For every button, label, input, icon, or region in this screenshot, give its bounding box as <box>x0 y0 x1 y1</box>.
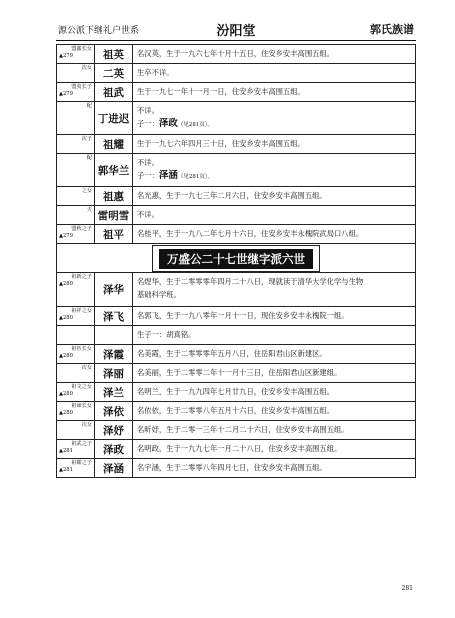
table-row <box>57 102 416 135</box>
person-description <box>133 187 416 206</box>
relation-ref: ▲280 <box>59 315 73 321</box>
person-name: 雷明雪 <box>95 206 133 225</box>
child-line <box>137 117 411 132</box>
relation-ref: ▲279 <box>59 53 73 59</box>
relation-cell <box>57 326 95 345</box>
person-description <box>133 45 416 64</box>
person-name: 泽华 <box>95 273 133 307</box>
person-description <box>133 273 416 307</box>
person-name: 祖英 <box>95 45 133 64</box>
relation-cell <box>57 187 95 206</box>
table-row <box>57 383 416 402</box>
page-header <box>56 18 416 40</box>
relation-label: 祖新之子 <box>71 274 92 280</box>
person-description <box>133 440 416 459</box>
relation-cell <box>57 345 95 364</box>
relation-ref: ▲279 <box>59 91 73 97</box>
child-prefix: 子一： <box>137 171 159 180</box>
relation-cell <box>57 273 95 307</box>
table-row <box>57 402 416 421</box>
person-name: 泽依 <box>95 402 133 421</box>
relation-cell <box>57 225 95 244</box>
table-row <box>57 307 416 326</box>
relation-cell <box>57 383 95 402</box>
description-line: 名桂平，生于一九八二年七月十六日，住安乡安丰永槐院武局口八组。 <box>137 229 364 238</box>
table-row <box>57 187 416 206</box>
relation-cell <box>57 102 95 135</box>
relation-cell <box>57 364 95 383</box>
relation-label: 次女 <box>81 65 92 71</box>
table-row <box>57 326 416 345</box>
person-name: 泽霞 <box>95 345 133 364</box>
table-row <box>57 364 416 383</box>
table-row <box>57 83 416 102</box>
person-name: 泽丽 <box>95 364 133 383</box>
child-name: 泽涵 <box>158 170 178 181</box>
person-description <box>133 102 416 135</box>
description-line: 名美霞，生于二零零零年五月八日，住岳阳君山区新建区。 <box>137 349 327 358</box>
description-line: 不详。 <box>137 210 159 219</box>
relation-cell <box>57 83 95 102</box>
description-line: 名光惠，生于一九七三年二月六日，住安乡安丰高围五组。 <box>137 191 327 200</box>
relation-label: 盟夷长子 <box>71 84 92 90</box>
description-line: 名明兰，生于一九九四年七月廿九日，住安乡安丰高围五组。 <box>137 387 335 396</box>
genealogy-title: 郭氏族谱 <box>370 23 414 36</box>
person-description <box>133 383 416 402</box>
generation-title: 万盛公二十七世继字派六世 <box>159 249 313 269</box>
person-name: 祖平 <box>95 225 133 244</box>
table-row <box>57 45 416 64</box>
relation-label: 次子 <box>81 136 92 142</box>
person-description <box>133 307 416 326</box>
relation-cell <box>57 459 95 478</box>
person-name: 二英 <box>95 64 133 83</box>
relation-cell <box>57 307 95 326</box>
relation-label: 之女 <box>81 188 92 194</box>
relation-label: 次女 <box>81 365 92 371</box>
page-number: 281 <box>401 585 413 592</box>
child-page-note: （见281页）。 <box>177 174 214 180</box>
header-divider <box>56 40 416 41</box>
relation-ref: ▲281 <box>59 467 73 473</box>
relation-ref: ▲280 <box>59 410 73 416</box>
relation-label: 祖耀之子 <box>71 460 92 466</box>
person-description <box>133 135 416 154</box>
person-description <box>133 225 416 244</box>
description-line: 不详。 <box>137 106 159 115</box>
description-line: 生卒不详。 <box>137 68 174 77</box>
description-line: 名郭飞，生于一九八零年一月十一日，现住安乡安丰永槐院一组。 <box>137 311 349 320</box>
relation-cell <box>57 421 95 440</box>
person-description <box>133 421 416 440</box>
table-row <box>57 459 416 478</box>
relation-cell <box>57 154 95 187</box>
person-name: 泽政 <box>95 440 133 459</box>
relation-label: 祖伍长女 <box>71 346 92 352</box>
series-title: 源公派下继礼户世系 <box>58 26 140 36</box>
hall-name: 汾阳堂 <box>216 24 256 39</box>
child-line <box>137 169 411 184</box>
table-row <box>57 225 416 244</box>
relation-ref: ▲279 <box>59 233 73 239</box>
person-name: 郭华兰 <box>95 154 133 187</box>
person-name: 祖耀 <box>95 135 133 154</box>
relation-cell <box>57 45 95 64</box>
person-name: 泽飞 <box>95 307 133 326</box>
description-line: 名煜华，生于二零零零年四月二十八日，现就读于清华大学化学与生物 <box>137 277 364 286</box>
table-row <box>57 154 416 187</box>
relation-label: 配 <box>86 155 92 161</box>
person-description <box>133 64 416 83</box>
description-line: 名昕妤，生于二零一三年十二月二十六日，住安乡安丰高围五组。 <box>137 425 349 434</box>
relation-cell <box>57 440 95 459</box>
person-name <box>95 326 133 345</box>
table-row <box>57 345 416 364</box>
child-prefix: 子一： <box>137 119 159 128</box>
relation-cell <box>57 64 95 83</box>
description-line: 基础科学班。 <box>137 290 181 299</box>
relation-label: 祖谛长女 <box>71 403 92 409</box>
table-row <box>57 440 416 459</box>
person-description <box>133 326 416 345</box>
person-description <box>133 83 416 102</box>
person-name: 祖惠 <box>95 187 133 206</box>
person-description <box>133 364 416 383</box>
description-line: 不详。 <box>137 158 159 167</box>
person-name: 泽妤 <box>95 421 133 440</box>
person-name: 丁进迟 <box>95 102 133 135</box>
child-page-note: （见281页）。 <box>177 122 214 128</box>
person-description <box>133 345 416 364</box>
description-line: 生于一九七六年四月三十日，住安乡安丰高围五组。 <box>137 139 305 148</box>
person-name: 祖武 <box>95 83 133 102</box>
generation-band <box>57 244 416 273</box>
child-name: 泽政 <box>158 118 178 129</box>
person-description <box>133 154 416 187</box>
person-description <box>133 402 416 421</box>
description-line: 名宇涵，生于二零零八年四月七日，住安乡安丰高围五组。 <box>137 463 327 472</box>
relation-cell <box>57 206 95 225</box>
description-line: 名依依，生于二零零八年五月十六日，住安乡安丰高围五组。 <box>137 406 335 415</box>
table-row <box>57 273 416 307</box>
relation-label: 祖武之子 <box>71 441 92 447</box>
relation-ref: ▲280 <box>59 281 73 287</box>
relation-cell <box>57 135 95 154</box>
table-row <box>57 64 416 83</box>
relation-label: 次女 <box>81 422 92 428</box>
person-name: 泽涵 <box>95 459 133 478</box>
description-line: 名明政，生于一九九七年一月二十八日，住安乡安丰高围五组。 <box>137 444 342 453</box>
description-line: 名汉英，生于一九六七年十月十五日，住安乡安丰高围五组。 <box>137 49 335 58</box>
description-line: 名美丽，生于二零零二年十一月十三日，住岳阳君山区新建组。 <box>137 368 342 377</box>
relation-label: 盟鑫长女 <box>71 46 92 52</box>
relation-label: 祖祥之女 <box>71 308 92 314</box>
relation-ref: ▲280 <box>59 353 73 359</box>
relation-label: 祖文之女 <box>71 384 92 390</box>
generation-band-row <box>57 244 416 273</box>
description-line: 生子一：胡真铭。 <box>137 330 196 339</box>
table-row <box>57 206 416 225</box>
person-description <box>133 459 416 478</box>
person-name: 泽兰 <box>95 383 133 402</box>
relation-label: 盟秋之子 <box>71 226 92 232</box>
genealogy-table <box>56 44 416 478</box>
table-row <box>57 421 416 440</box>
description-line: 生于一九七一年十一月一日，住安乡安丰高围五组。 <box>137 87 305 96</box>
relation-ref: ▲281 <box>59 448 73 454</box>
relation-label: 配 <box>86 103 92 109</box>
table-row <box>57 135 416 154</box>
relation-cell <box>57 402 95 421</box>
person-description <box>133 206 416 225</box>
relation-label: 夫 <box>86 207 92 213</box>
relation-ref: ▲280 <box>59 391 73 397</box>
